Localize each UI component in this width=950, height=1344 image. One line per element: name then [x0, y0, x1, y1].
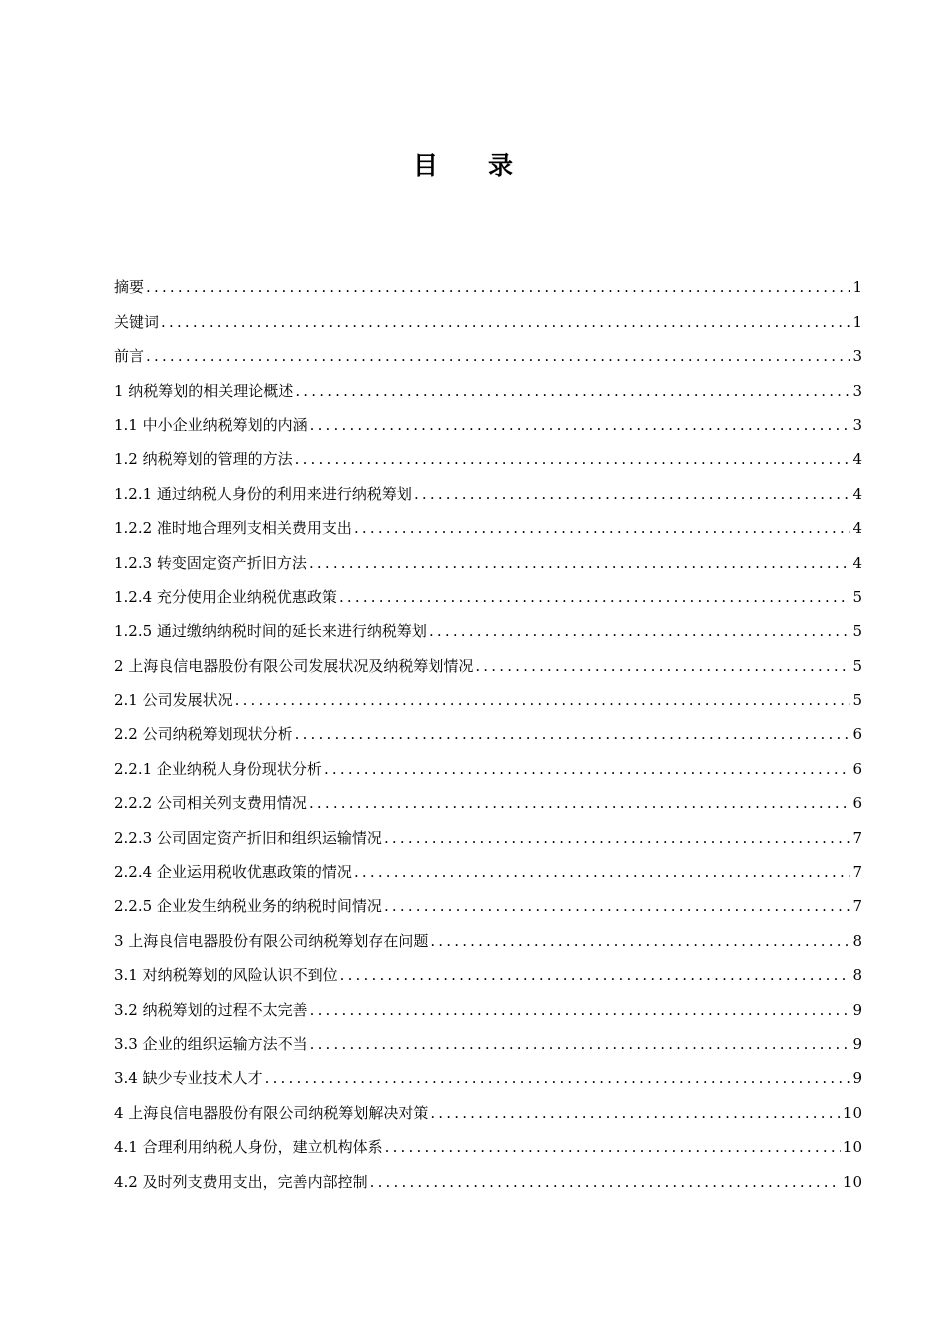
dot-leader — [295, 449, 851, 469]
dot-leader — [295, 381, 850, 401]
toc-entry[interactable] — [114, 676, 862, 710]
toc-entry-label: 1 纳税筹划的相关理论概述 — [114, 381, 294, 400]
dot-leader — [161, 312, 850, 332]
toc-entry-page-number: 9 — [852, 1000, 862, 1019]
dot-leader — [385, 1137, 841, 1157]
toc-entry-label: 2 上海良信电器股份有限公司发展状况及纳税筹划情况 — [114, 656, 474, 675]
toc-entry[interactable] — [114, 469, 862, 503]
toc-entry-page-number: 1 — [852, 312, 862, 331]
toc-entry-page-number: 10 — [842, 1103, 862, 1122]
dot-leader — [384, 828, 851, 848]
dot-leader — [340, 965, 851, 985]
toc-entry-label: 2.2.1 企业纳税人身份现状分析 — [114, 759, 322, 778]
toc-entry-page-number: 4 — [852, 484, 862, 503]
toc-title: 目录 — [412, 151, 563, 180]
toc-entry-page-number: 10 — [842, 1138, 862, 1157]
toc-entry[interactable] — [114, 916, 862, 950]
dot-leader — [354, 518, 851, 538]
toc-entry-label: 1.2.5 通过缴纳纳税时间的延长来进行纳税筹划 — [114, 622, 427, 641]
toc-entry-label: 2.2.2 公司相关列支费用情况 — [114, 794, 307, 813]
toc-entry-page-number: 7 — [852, 828, 862, 847]
toc-entry[interactable] — [114, 297, 862, 331]
toc-entry-page-number: 5 — [852, 656, 862, 675]
dot-leader — [429, 621, 851, 641]
dot-leader — [309, 553, 851, 573]
toc-entry-page-number: 4 — [852, 519, 862, 538]
table-of-contents — [114, 263, 862, 1192]
toc-entry[interactable] — [114, 1088, 862, 1122]
toc-entry[interactable] — [114, 1123, 862, 1157]
toc-entry-page-number: 3 — [852, 415, 862, 434]
toc-entry[interactable] — [114, 985, 862, 1019]
dot-leader — [430, 931, 850, 951]
toc-entry-page-number: 8 — [852, 931, 862, 950]
toc-entry[interactable] — [114, 1054, 862, 1088]
dot-leader — [414, 484, 851, 504]
dot-leader — [430, 1103, 841, 1123]
toc-entry-label: 2.2.3 公司固定资产折旧和组织运输情况 — [114, 828, 382, 847]
toc-entry-label: 1.2 纳税筹划的管理的方法 — [114, 450, 293, 469]
dot-leader — [475, 656, 850, 676]
dot-leader — [265, 1068, 851, 1088]
toc-entry-label: 3 上海良信电器股份有限公司纳税筹划存在问题 — [114, 931, 429, 950]
toc-entry[interactable] — [114, 1020, 862, 1054]
toc-entry-page-number: 10 — [842, 1172, 862, 1191]
toc-entry-label: 4.1 合理利用纳税人身份，建立机构体系 — [114, 1138, 383, 1157]
toc-entry-label: 1.2.2 准时地合理列支相关费用支出 — [114, 519, 352, 538]
toc-entry[interactable] — [114, 813, 862, 847]
toc-entry[interactable] — [114, 263, 862, 297]
toc-entry-page-number: 3 — [852, 381, 862, 400]
toc-entry[interactable] — [114, 744, 862, 778]
dot-leader — [310, 415, 851, 435]
toc-entry-page-number: 5 — [852, 622, 862, 641]
toc-entry-label: 1.2.4 充分使用企业纳税优惠政策 — [114, 587, 337, 606]
toc-entry-label: 4.2 及时列支费用支出，完善内部控制 — [114, 1172, 368, 1191]
toc-entry[interactable] — [114, 848, 862, 882]
toc-entry-page-number: 8 — [852, 966, 862, 985]
toc-entry-page-number: 9 — [852, 1069, 862, 1088]
dot-leader — [310, 1034, 851, 1054]
dot-leader — [146, 277, 850, 297]
toc-entry-page-number: 1 — [852, 278, 862, 297]
toc-entry-page-number: 3 — [852, 347, 862, 366]
toc-entry-label: 2.2.4 企业运用税收优惠政策的情况 — [114, 863, 352, 882]
toc-entry-label: 3.3 企业的组织运输方法不当 — [114, 1034, 308, 1053]
toc-entry-page-number: 6 — [852, 725, 862, 744]
dot-leader — [339, 587, 851, 607]
dot-leader — [384, 896, 851, 916]
toc-entry-page-number: 6 — [852, 759, 862, 778]
toc-entry-page-number: 7 — [852, 897, 862, 916]
toc-entry-label: 2.2 公司纳税筹划现状分析 — [114, 725, 293, 744]
toc-entry-label: 3.4 缺少专业技术人才 — [114, 1069, 263, 1088]
toc-entry-page-number: 6 — [852, 794, 862, 813]
toc-entry-label: 摘要 — [114, 278, 145, 297]
toc-entry-label: 前言 — [114, 347, 145, 366]
dot-leader — [146, 346, 850, 366]
dot-leader — [370, 1172, 841, 1192]
toc-entry-label: 1.1 中小企业纳税筹划的内涵 — [114, 415, 308, 434]
toc-entry[interactable] — [114, 435, 862, 469]
toc-entry-page-number: 7 — [852, 863, 862, 882]
toc-entry[interactable] — [114, 332, 862, 366]
toc-entry[interactable] — [114, 710, 862, 744]
toc-entry[interactable] — [114, 401, 862, 435]
toc-entry-page-number: 4 — [852, 450, 862, 469]
toc-entry-label: 4 上海良信电器股份有限公司纳税筹划解决对策 — [114, 1103, 429, 1122]
dot-leader — [324, 759, 851, 779]
toc-entry-label: 1.2.3 转变固定资产折旧方法 — [114, 553, 307, 572]
toc-entry-label: 关键词 — [114, 312, 160, 331]
toc-entry-label: 2.1 公司发展状况 — [114, 691, 233, 710]
toc-entry[interactable] — [114, 607, 862, 641]
toc-entry-label: 1.2.1 通过纳税人身份的利用来进行纳税筹划 — [114, 484, 412, 503]
toc-entry-label: 3.2 纳税筹划的过程不太完善 — [114, 1000, 308, 1019]
toc-entry[interactable] — [114, 573, 862, 607]
toc-entry-page-number: 4 — [852, 553, 862, 572]
dot-leader — [295, 724, 851, 744]
toc-entry-label: 3.1 对纳税筹划的风险认识不到位 — [114, 966, 338, 985]
dot-leader — [235, 690, 851, 710]
toc-entry-page-number: 5 — [852, 691, 862, 710]
toc-entry[interactable] — [114, 366, 862, 400]
toc-entry[interactable] — [114, 1157, 862, 1191]
toc-entry[interactable] — [114, 504, 862, 538]
toc-entry[interactable] — [114, 779, 862, 813]
toc-entry-page-number: 5 — [852, 587, 862, 606]
toc-entry[interactable] — [114, 882, 862, 916]
toc-entry[interactable] — [114, 641, 862, 675]
toc-entry[interactable] — [114, 951, 862, 985]
dot-leader — [310, 1000, 851, 1020]
toc-entry[interactable] — [114, 538, 862, 572]
dot-leader — [309, 793, 851, 813]
toc-entry-label: 2.2.5 企业发生纳税业务的纳税时间情况 — [114, 897, 382, 916]
toc-entry-page-number: 9 — [852, 1034, 862, 1053]
dot-leader — [354, 862, 851, 882]
